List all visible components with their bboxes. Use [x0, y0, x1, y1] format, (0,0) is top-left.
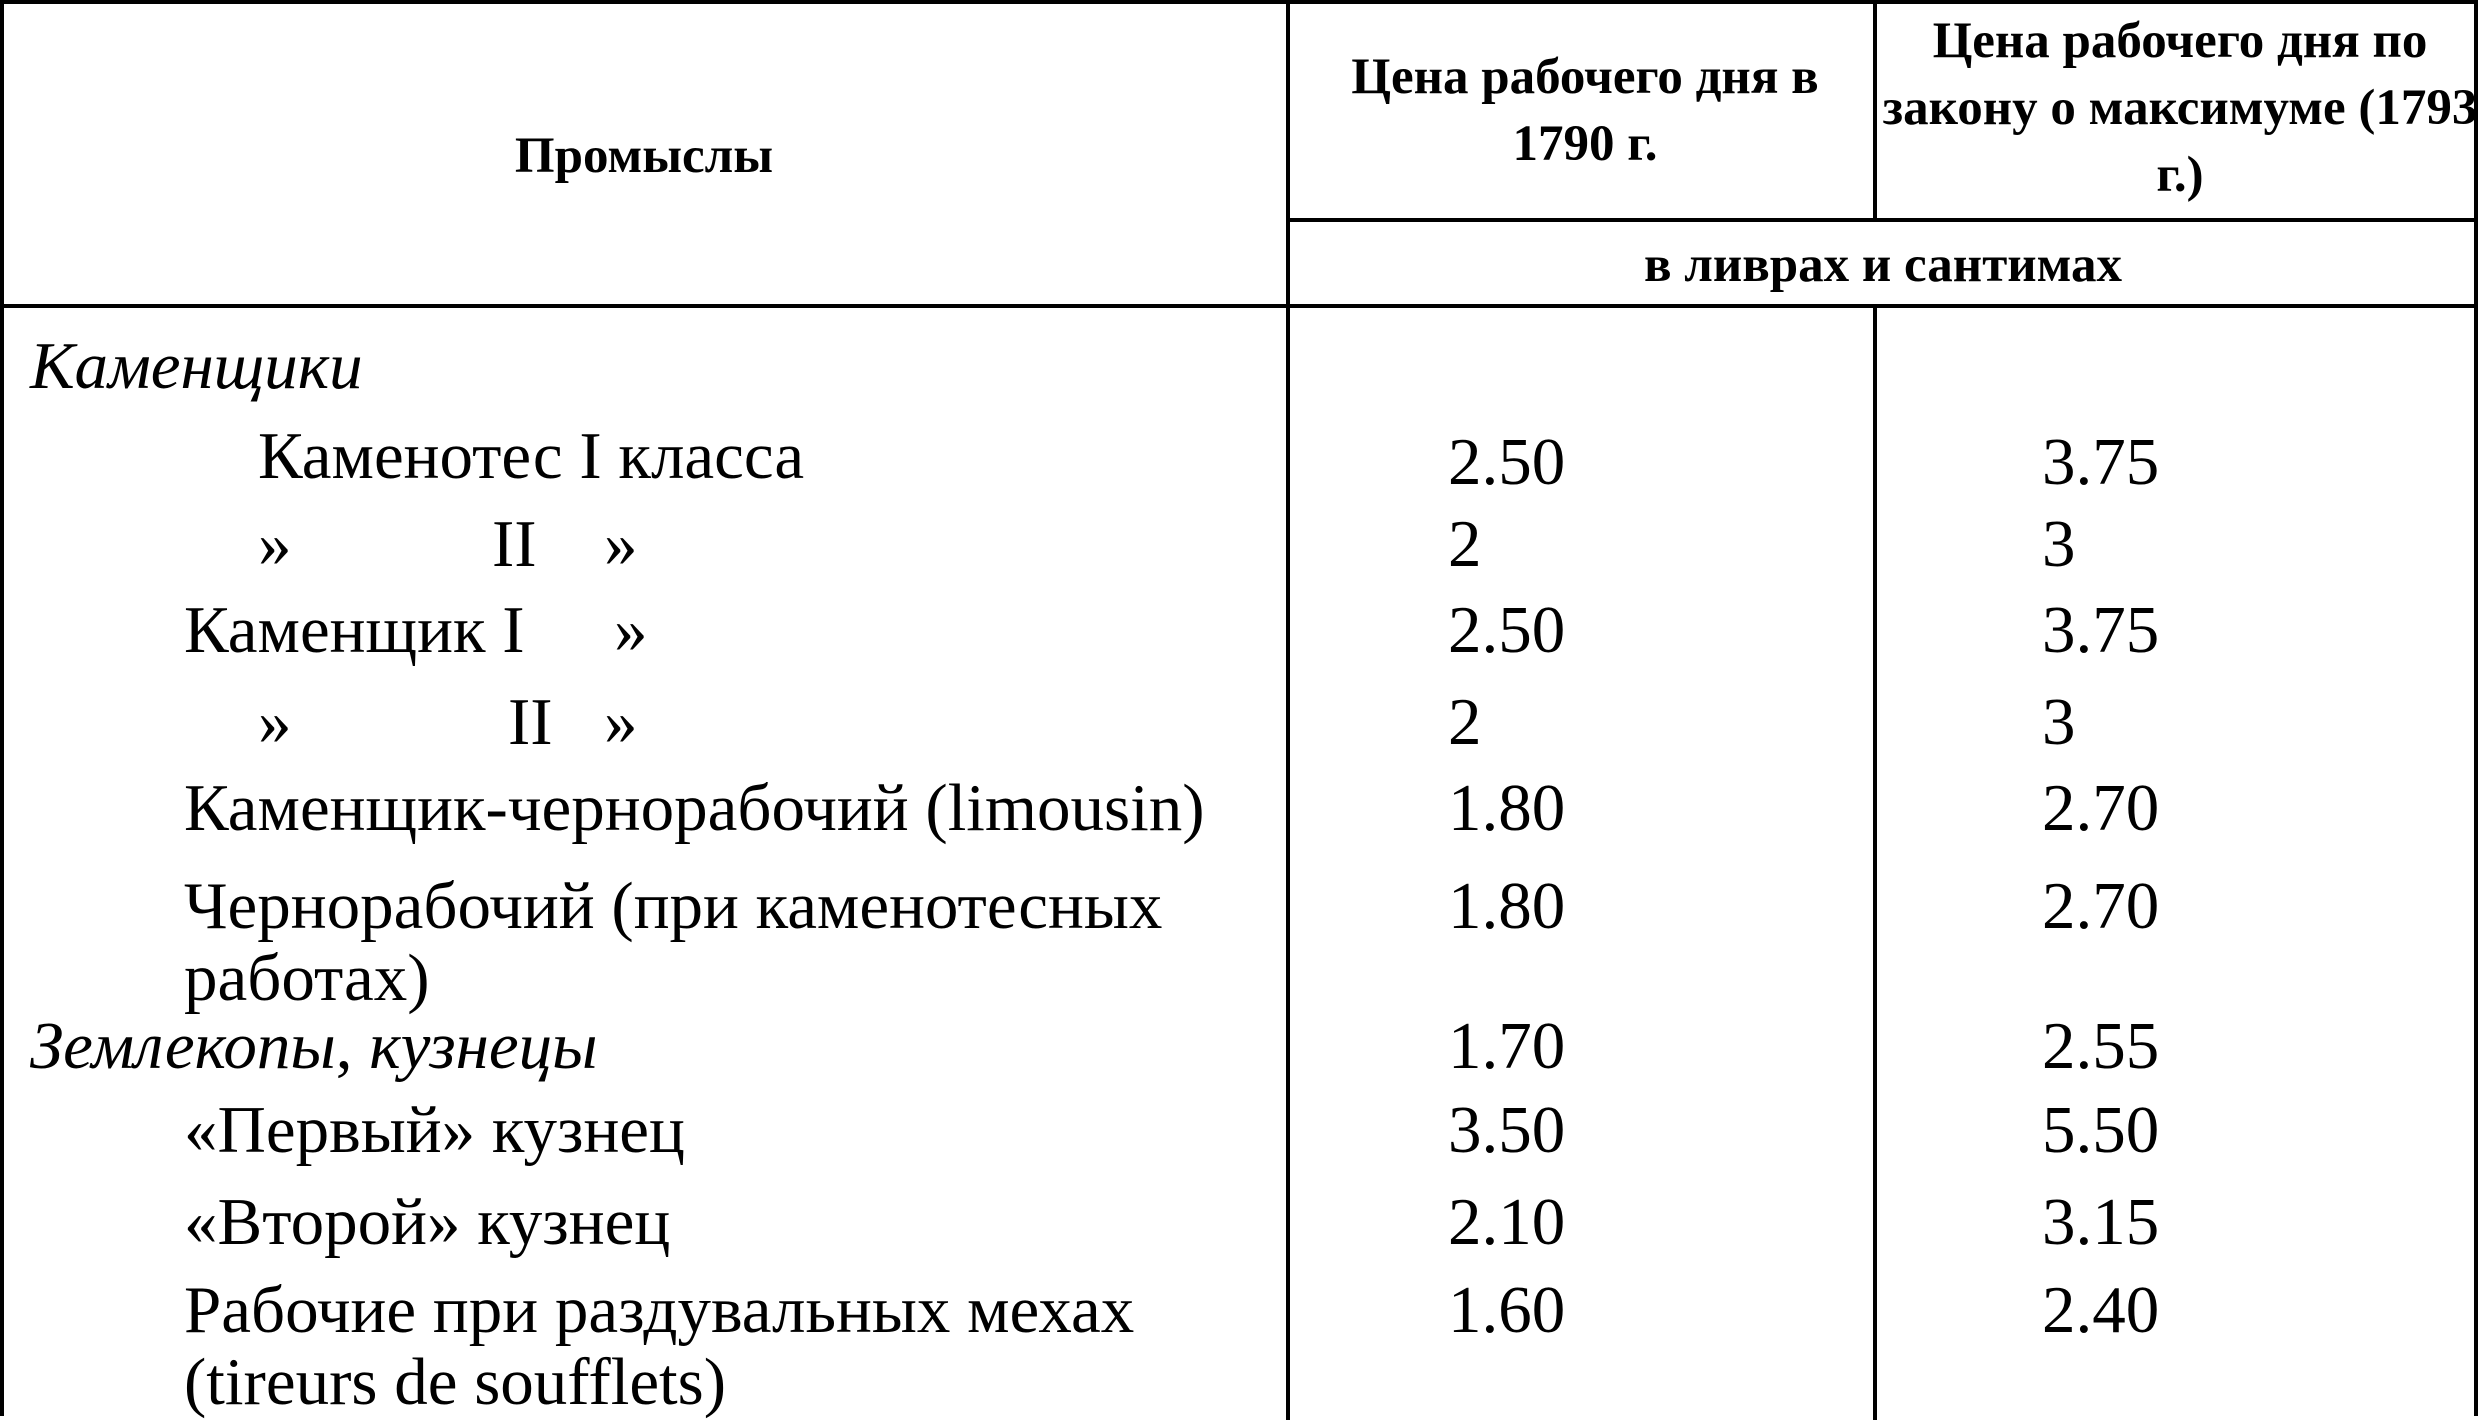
column-divider	[1873, 308, 1877, 1420]
trade-label: Каменщик-чернорабочий (limousin)	[184, 771, 1205, 845]
price-1793: 3.75	[2042, 593, 2160, 667]
trade-label-class: II	[508, 685, 553, 759]
price-1793: 3	[2042, 685, 2076, 759]
price-1793: 2.55	[2042, 1009, 2160, 1083]
column-divider	[1286, 4, 1290, 1420]
section-heading-part: кузнецы	[369, 1009, 598, 1083]
price-1793: 2.70	[2042, 771, 2160, 845]
header-price-1793: Цена рабочего дня по закону о максимуме (1793 г.)	[1882, 13, 2478, 203]
header-trades: Промыслы	[514, 128, 774, 184]
price-1793: 3	[2042, 507, 2076, 581]
trade-label: «Второй» кузнец	[184, 1185, 671, 1259]
price-1793: 5.50	[2042, 1093, 2160, 1167]
trade-label: Рабочие при раздувальных мехах (tireurs de soufflets)	[184, 1273, 1135, 1419]
price-1790: 2.50	[1448, 425, 1566, 499]
price-1790: 2	[1448, 685, 1482, 759]
price-1790: 1.70	[1448, 1009, 1566, 1083]
price-1790: 1.80	[1448, 869, 1566, 943]
price-1790: 2	[1448, 507, 1482, 581]
section-heading	[30, 1010, 597, 1082]
trade-label-ditto: »	[614, 593, 648, 667]
trade-label-ditto: »	[604, 685, 638, 759]
price-1793: 3.15	[2042, 1185, 2160, 1259]
trade-label: Каменотес I класса	[258, 419, 805, 493]
price-1790: 1.60	[1448, 1273, 1566, 1347]
price-1793: 2.40	[2042, 1273, 2160, 1347]
trade-label-ditto: »	[258, 685, 292, 759]
price-1790: 3.50	[1448, 1093, 1566, 1167]
column-divider	[1873, 4, 1877, 220]
trade-label: Чернорабочий (при каменотесных работах)	[184, 869, 1163, 1015]
header-units: в ливрах и сантимах	[1643, 237, 2123, 293]
section-heading: Каменщики	[30, 329, 363, 403]
trade-label-ditto: »	[258, 507, 292, 581]
header-divider	[1288, 218, 2478, 222]
price-1790: 2.50	[1448, 593, 1566, 667]
trade-label: Каменщик I	[184, 593, 525, 667]
section-heading-part: Землекопы	[30, 1009, 336, 1083]
trade-label: «Первый» кузнец	[184, 1093, 685, 1167]
price-1790: 2.10	[1448, 1185, 1566, 1259]
trade-label-class: II	[492, 507, 537, 581]
header-bottom-border	[4, 304, 2478, 308]
price-1793: 3.75	[2042, 425, 2160, 499]
section-heading-comma: ,	[335, 1009, 353, 1083]
price-1790: 1.80	[1448, 771, 1566, 845]
header-price-1790: Цена рабочего дня в 1790 г.	[1351, 49, 1819, 172]
price-1793: 2.70	[2042, 869, 2160, 943]
trade-label-ditto: »	[604, 507, 638, 581]
